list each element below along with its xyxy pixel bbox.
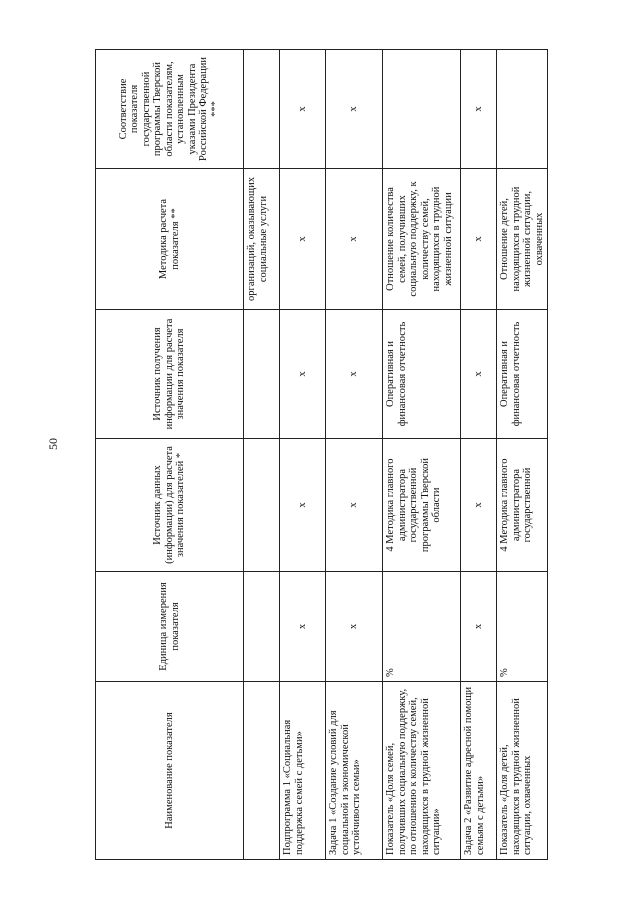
cell-compliance [497, 50, 548, 169]
cell-name: Подпрограмма 1 «Социальная поддержка семей с детьми» [280, 682, 326, 860]
cell-compliance: х [326, 50, 383, 169]
cell-compliance [244, 50, 280, 169]
cell-method: Отношение количества семей, получивших социальную поддержку, к количеству семей, находящихся в трудной жизненной ситуации [383, 169, 461, 310]
cell-unit: х [280, 572, 326, 682]
header-data-source: Источник данных (информации) для расчета значения показателей * [96, 439, 244, 572]
cell-info-source: Оперативная и финансовая отчетность [383, 310, 461, 439]
header-compliance: Соответствие показателя государственной программы Тверской области показателям, установленным указами Президента Российской Федерации *** [96, 50, 244, 169]
cell-unit: % [497, 572, 548, 682]
cell-info-source: х [461, 310, 497, 439]
cell-method: организаций, оказывающих социальные услуги [244, 169, 280, 310]
cell-data-source [244, 439, 280, 572]
cell-name: Задача 1 «Создание условий для социальной и экономической устойчивости семьи» [326, 682, 383, 860]
header-name: Наименование показателя [96, 682, 244, 860]
cell-method: х [461, 169, 497, 310]
cell-method: х [280, 169, 326, 310]
indicators-table [95, 49, 548, 860]
cell-data-source: 4 Методика главного администратора государственной [497, 439, 548, 572]
header-row [96, 50, 244, 860]
header-method: Методика расчета показателя ** [96, 169, 244, 310]
table-row-indicator-families [383, 50, 461, 860]
cell-method: Отношение детей, находящихся в трудной жизненной ситуации, охваченных [497, 169, 548, 310]
page-number: 50 [46, 438, 60, 450]
cell-compliance: х [461, 50, 497, 169]
cell-unit: х [326, 572, 383, 682]
cell-data-source: 4 Методика главного администратора государственной программы Тверской области [383, 439, 461, 572]
cell-info-source: х [326, 310, 383, 439]
cell-unit [244, 572, 280, 682]
cell-compliance [383, 50, 461, 169]
cell-compliance: х [280, 50, 326, 169]
header-unit: Единица измерения показателя [96, 572, 244, 682]
cell-name: Задача 2 «Развитие адресной помощи семьям с детьми» [461, 682, 497, 860]
table-row-continuation [244, 50, 280, 860]
cell-info-source: х [280, 310, 326, 439]
cell-info-source [244, 310, 280, 439]
table-row-subprogram-1 [280, 50, 326, 860]
table-row-task-2 [461, 50, 497, 860]
table-row-task-1 [326, 50, 383, 860]
cell-data-source: х [461, 439, 497, 572]
cell-data-source: х [326, 439, 383, 572]
cell-data-source: х [280, 439, 326, 572]
table-row-indicator-children [497, 50, 548, 860]
cell-name: Показатель «Доля детей, находящихся в трудной жизненной ситуации, охваченных [497, 682, 548, 860]
cell-unit: % [383, 572, 461, 682]
cell-info-source: Оперативная и финансовая отчетность [497, 310, 548, 439]
header-info-source: Источник получения информации для расчета значения показателя [96, 310, 244, 439]
rotated-table-container [95, 50, 545, 860]
cell-method: х [326, 169, 383, 310]
cell-unit: х [461, 572, 497, 682]
cell-name: Показатель «Доля семей, получивших социальную поддержку, по отношению к количеству семей, находящихся в трудной жизненной ситуации» [383, 682, 461, 860]
cell-name [244, 682, 280, 860]
